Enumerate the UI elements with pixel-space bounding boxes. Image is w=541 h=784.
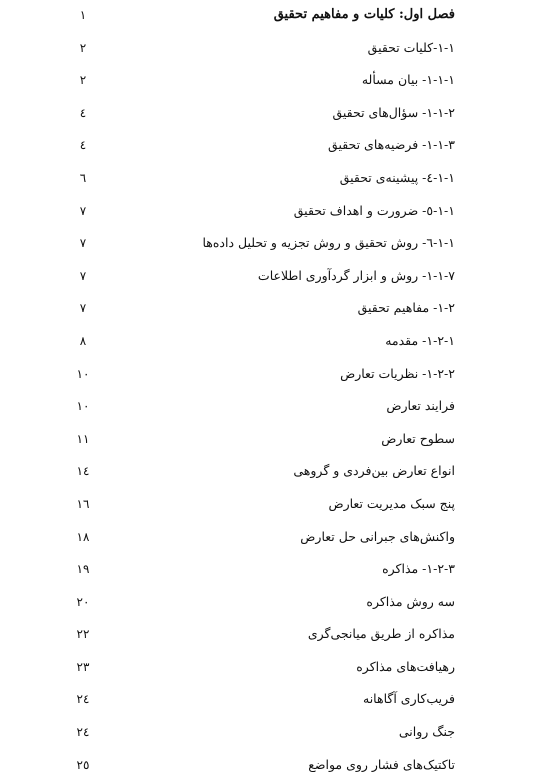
- toc-entry-title: ۱-۱-۷- روش و ابزار گردآوری اطلاعات: [257, 267, 455, 283]
- toc-row: [0, 458, 541, 491]
- toc-entry-title: فرایند تعارض: [386, 398, 455, 414]
- toc-entry-page: ۱۰: [76, 399, 90, 414]
- toc-entry-page: ۲٤: [76, 692, 90, 707]
- toc-entry-page: ۸: [79, 333, 87, 348]
- toc-entry-page: ۱۹: [76, 562, 90, 577]
- toc-entry-page: ٤: [79, 138, 87, 153]
- toc-row: [0, 752, 541, 784]
- toc-row: [0, 328, 541, 361]
- toc-entry-page: ۱: [79, 8, 87, 22]
- toc-row: [0, 263, 541, 296]
- toc-entry-page: ۲۳: [76, 659, 90, 674]
- toc-row: [0, 67, 541, 100]
- toc-entry-title: انواع تعارض بین‌فردی و گروهی: [293, 463, 455, 479]
- toc-row: [0, 393, 541, 426]
- toc-entry-page: ۱۰: [76, 366, 90, 381]
- toc-row: [0, 361, 541, 394]
- toc-entry-title: ۱-۱-کلیات تحقیق: [367, 39, 455, 55]
- toc-row: [0, 426, 541, 459]
- toc-entry-page: ۲٥: [76, 757, 90, 772]
- toc-entry-page: ۲: [79, 73, 87, 88]
- toc-entry-title: ۱-۱-٦- روش تحقیق و روش تجزیه و تحلیل داده‌ها: [202, 235, 455, 251]
- toc-row: [0, 491, 541, 524]
- toc-entry-title: ۱-۱-۱- بیان مسأله: [361, 72, 455, 88]
- toc-entry-title: سه روش مذاکره: [366, 593, 455, 609]
- toc-entry-page: ۲: [79, 40, 87, 55]
- toc-entry-page: ۲۲: [76, 627, 90, 642]
- toc-entry-page: ۲٤: [76, 725, 90, 740]
- toc-row: [0, 556, 541, 589]
- toc-row: [0, 654, 541, 687]
- toc-row: [0, 2, 541, 35]
- toc-entry-title: واکنش‌های جبرانی حل تعارض: [300, 528, 455, 544]
- toc-entry-page: ۷: [79, 268, 87, 283]
- toc-row: [0, 686, 541, 719]
- toc-entry-page: ۷: [79, 203, 87, 218]
- toc-entry-title: فصل اول: کلیات و مفاهیم تحقیق: [273, 7, 455, 22]
- toc-entry-title: سطوح تعارض: [381, 430, 455, 446]
- table-of-contents: [0, 2, 541, 784]
- toc-entry-title: مذاکره از طریق میانجی‌گری: [307, 626, 455, 642]
- toc-entry-page: ۷: [79, 236, 87, 251]
- toc-row: [0, 295, 541, 328]
- toc-row: [0, 198, 541, 231]
- toc-entry-title: ۱-۱-٤- پیشینه‌ی تحقیق: [339, 169, 455, 185]
- toc-row: [0, 719, 541, 752]
- toc-entry-page: ۷: [79, 301, 87, 316]
- toc-entry-title: ۱-۲- مفاهیم تحقیق: [357, 300, 455, 316]
- toc-row: [0, 165, 541, 198]
- toc-row: [0, 100, 541, 133]
- toc-entry-title: پنج سبک مدیریت تعارض: [328, 495, 455, 511]
- toc-entry-title: ۱-۲-۲- نظریات تعارض: [340, 365, 455, 381]
- toc-entry-page: ۲۰: [76, 594, 90, 609]
- toc-row: [0, 35, 541, 68]
- toc-row: [0, 621, 541, 654]
- toc-entry-title: جنگ روانی: [398, 724, 455, 740]
- toc-entry-title: ۱-۲-۳- مذاکره: [382, 561, 455, 577]
- toc-row: [0, 132, 541, 165]
- toc-entry-page: ۱۸: [76, 529, 90, 544]
- toc-row: [0, 230, 541, 263]
- toc-entry-page: ٦: [79, 170, 87, 185]
- toc-entry-page: ۱٤: [76, 464, 90, 479]
- toc-entry-title: فریب‌کاری آگاهانه: [363, 691, 455, 707]
- toc-row: [0, 589, 541, 622]
- toc-entry-page: ۱۱: [76, 431, 90, 446]
- toc-entry-title: ۱-۱-٥- ضرورت و اهداف تحقیق: [293, 202, 455, 218]
- toc-entry-title: ۱-۱-۲- سؤال‌های تحقیق: [332, 104, 455, 120]
- toc-entry-page: ٤: [79, 105, 87, 120]
- toc-entry-title: ۱-۱-۳- فرضیه‌های تحقیق: [328, 137, 455, 153]
- toc-row: [0, 524, 541, 557]
- toc-entry-title: ۱-۲-۱- مقدمه: [385, 332, 455, 348]
- toc-entry-title: تاکتیک‌های فشار روی مواضع: [308, 756, 455, 772]
- toc-entry-title: رهیافت‌های مذاکره: [356, 658, 455, 674]
- toc-entry-page: ۱٦: [76, 496, 90, 511]
